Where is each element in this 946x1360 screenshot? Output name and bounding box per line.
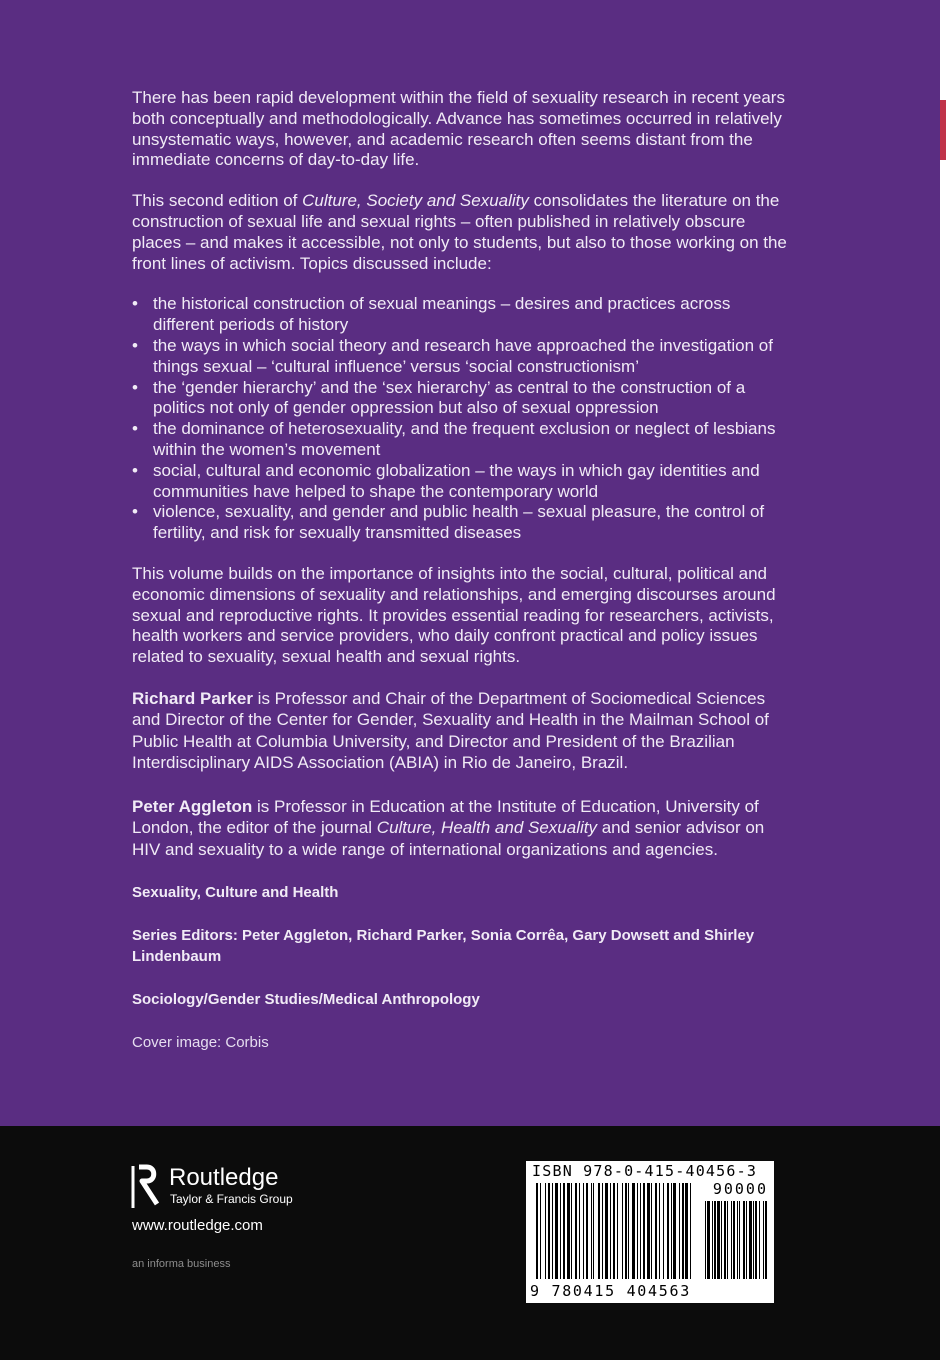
aggleton-bio-start: is Professor in Education at the Institute of Education, University of London, the editor of the journal: [132, 796, 759, 838]
publisher-tagline: an informa business: [132, 1258, 231, 1270]
isbn-number: ISBN 978-0-415-40456-3: [532, 1162, 758, 1180]
aggleton-bio: [132, 796, 792, 861]
page-edge: [940, 0, 946, 1360]
edition-paragraph: [132, 191, 792, 274]
publisher-group: Taylor & Francis Group: [170, 1192, 293, 1206]
list-item: • the ways in which social theory and research have approached the investigation of things sexual – ‘cultural influence’ versus ‘social constructionism’: [132, 336, 792, 378]
series-name: Sexuality, Culture and Health: [132, 884, 339, 902]
edition-text-start: This second edition of: [132, 191, 303, 211]
book-title: Culture, Society and Sexuality: [302, 191, 529, 211]
isbn-barcode: [526, 1161, 774, 1303]
list-item: • the dominance of heterosexuality, and the frequent exclusion or neglect of lesbians within the women’s movement: [132, 419, 792, 461]
aggleton-bio-end: and senior advisor on HIV and sexuality to a wide range of international organizations and agencies.: [132, 818, 765, 859]
volume-paragraph: This volume builds on the importance of insights into the social, cultural, political and economic dimensions of sexuality and relationships, and emerging discourses around sexual and reproductive rights. It provides essential reading for researchers, activists, health workers and service providers, who daily confront practical and policy issues related to sexuality, sexual health and sexual rights.: [132, 563, 776, 667]
parker-bio-text: is Professor and Chair of the Department of Sociomedical Sciences and Director of the Center for Gender, Sexuality and Health in the Mailman School of Public Health at Columbia University, and Director and President of the Brazilian Interdisciplinary AIDS Association (ABIA) in Rio de Janeiro, Brazil.: [132, 688, 769, 773]
footer-band: [0, 1126, 940, 1360]
barcode-addon: 90000: [712, 1180, 768, 1198]
edge-color-mark: [940, 100, 946, 160]
list-item: • violence, sexuality, and gender and public health – sexual pleasure, the control of fertility, and risk for sexually transmitted diseases: [132, 502, 792, 544]
subject-categories: Sociology/Gender Studies/Medical Anthropology: [132, 991, 480, 1009]
topics-list: [132, 294, 792, 544]
list-item: • the historical construction of sexual meanings – desires and practices across different periods of history: [132, 294, 792, 336]
publisher-url[interactable]: www.routledge.com: [132, 1217, 263, 1234]
cover-credit: Cover image: Corbis: [132, 1034, 269, 1052]
barcode-bars-icon: [532, 1181, 768, 1281]
publisher-name: Routledge: [169, 1164, 279, 1191]
routledge-logo-icon: [130, 1164, 164, 1210]
intro-paragraph: There has been rapid development within the field of sexuality research in recent years both conceptually and methodologically. Advance has sometimes occurred in relatively unsystematic ways, however, and academic research often seems distant from the immediate concerns of day-to-day life.: [132, 88, 785, 170]
journal-title: Culture, Health and Sexuality: [376, 818, 597, 838]
edition-text-end: consolidates the literature on the construction of sexual life and sexual rights – often published in relatively obscure places – and makes it accessible, not only to students, but also to those working on the front lines of activism. Topics discussed include:: [132, 191, 787, 273]
author-name-aggleton: Peter Aggleton: [132, 796, 253, 816]
list-item: • the ‘gender hierarchy’ and the ‘sex hierarchy’ as central to the construction of a politics not only of gender oppression but also of sexual oppression: [132, 378, 792, 420]
series-editors: Series Editors: Peter Aggleton, Richard Parker, Sonia Corrêa, Gary Dowsett and Shirley Lindenbaum: [132, 927, 755, 966]
author-name-parker: Richard Parker: [132, 688, 253, 708]
list-item: • social, cultural and economic globalization – the ways in which gay identities and communities have helped to shape the contemporary world: [132, 461, 792, 503]
parker-bio: [132, 688, 792, 774]
blurb-text: [132, 88, 792, 1053]
barcode-digits: 9 780415 404563: [530, 1282, 694, 1300]
